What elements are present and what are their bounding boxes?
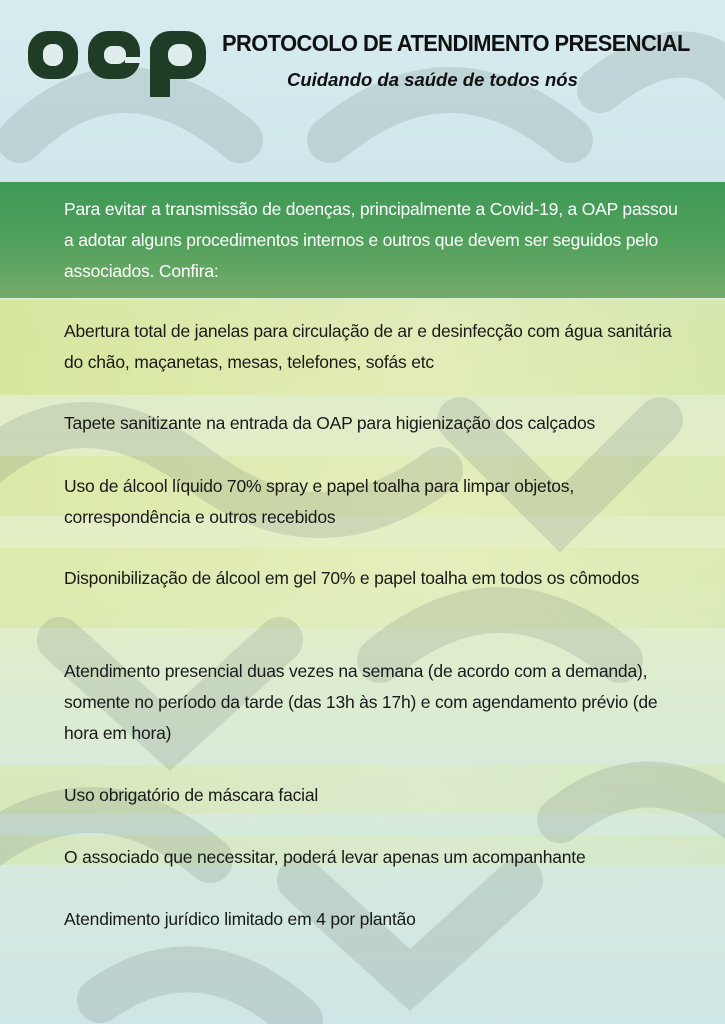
- document-title: PROTOCOLO DE ATENDIMENTO PRESENCIAL: [222, 30, 690, 56]
- oap-logo: [28, 27, 208, 99]
- protocol-item: Disponibilização de álcool em gel 70% e papel toalha em todos os cômodos: [64, 568, 640, 588]
- oap-logo-mark: [28, 27, 208, 99]
- protocol-item: Tapete sanitizante na entrada da OAP para higienização dos calçados: [64, 413, 596, 433]
- protocol-item: Atendimento jurídico limitado em 4 por plantão: [64, 909, 416, 929]
- protocol-item: Atendimento presencial duas vezes na semana (de acordo com a demanda), somente no período da tarde (das 13h às 17h) e com agendamento prévio (de hora em hora): [64, 661, 658, 743]
- protocol-item: Abertura total de janelas para circulação de ar e desinfecção com água sanitária do chão, maçanetas, mesas, telefones, sofás etc: [64, 321, 672, 372]
- header: [0, 0, 725, 180]
- intro-text: Para evitar a transmissão de doenças, principalmente a Covid-19, a OAP passou a adotar alguns procedimentos internos e outros que devem ser seguidos pelo associados. Confira:: [64, 199, 678, 281]
- protocol-item: O associado que necessitar, poderá levar apenas um acompanhante: [64, 847, 586, 867]
- protocol-item: Uso de álcool líquido 70% spray e papel toalha para limpar objetos, correspondência e outros recebidos: [64, 476, 574, 527]
- protocol-item: Uso obrigatório de máscara facial: [64, 785, 319, 805]
- document-subtitle: Cuidando da saúde de todos nós: [287, 69, 578, 90]
